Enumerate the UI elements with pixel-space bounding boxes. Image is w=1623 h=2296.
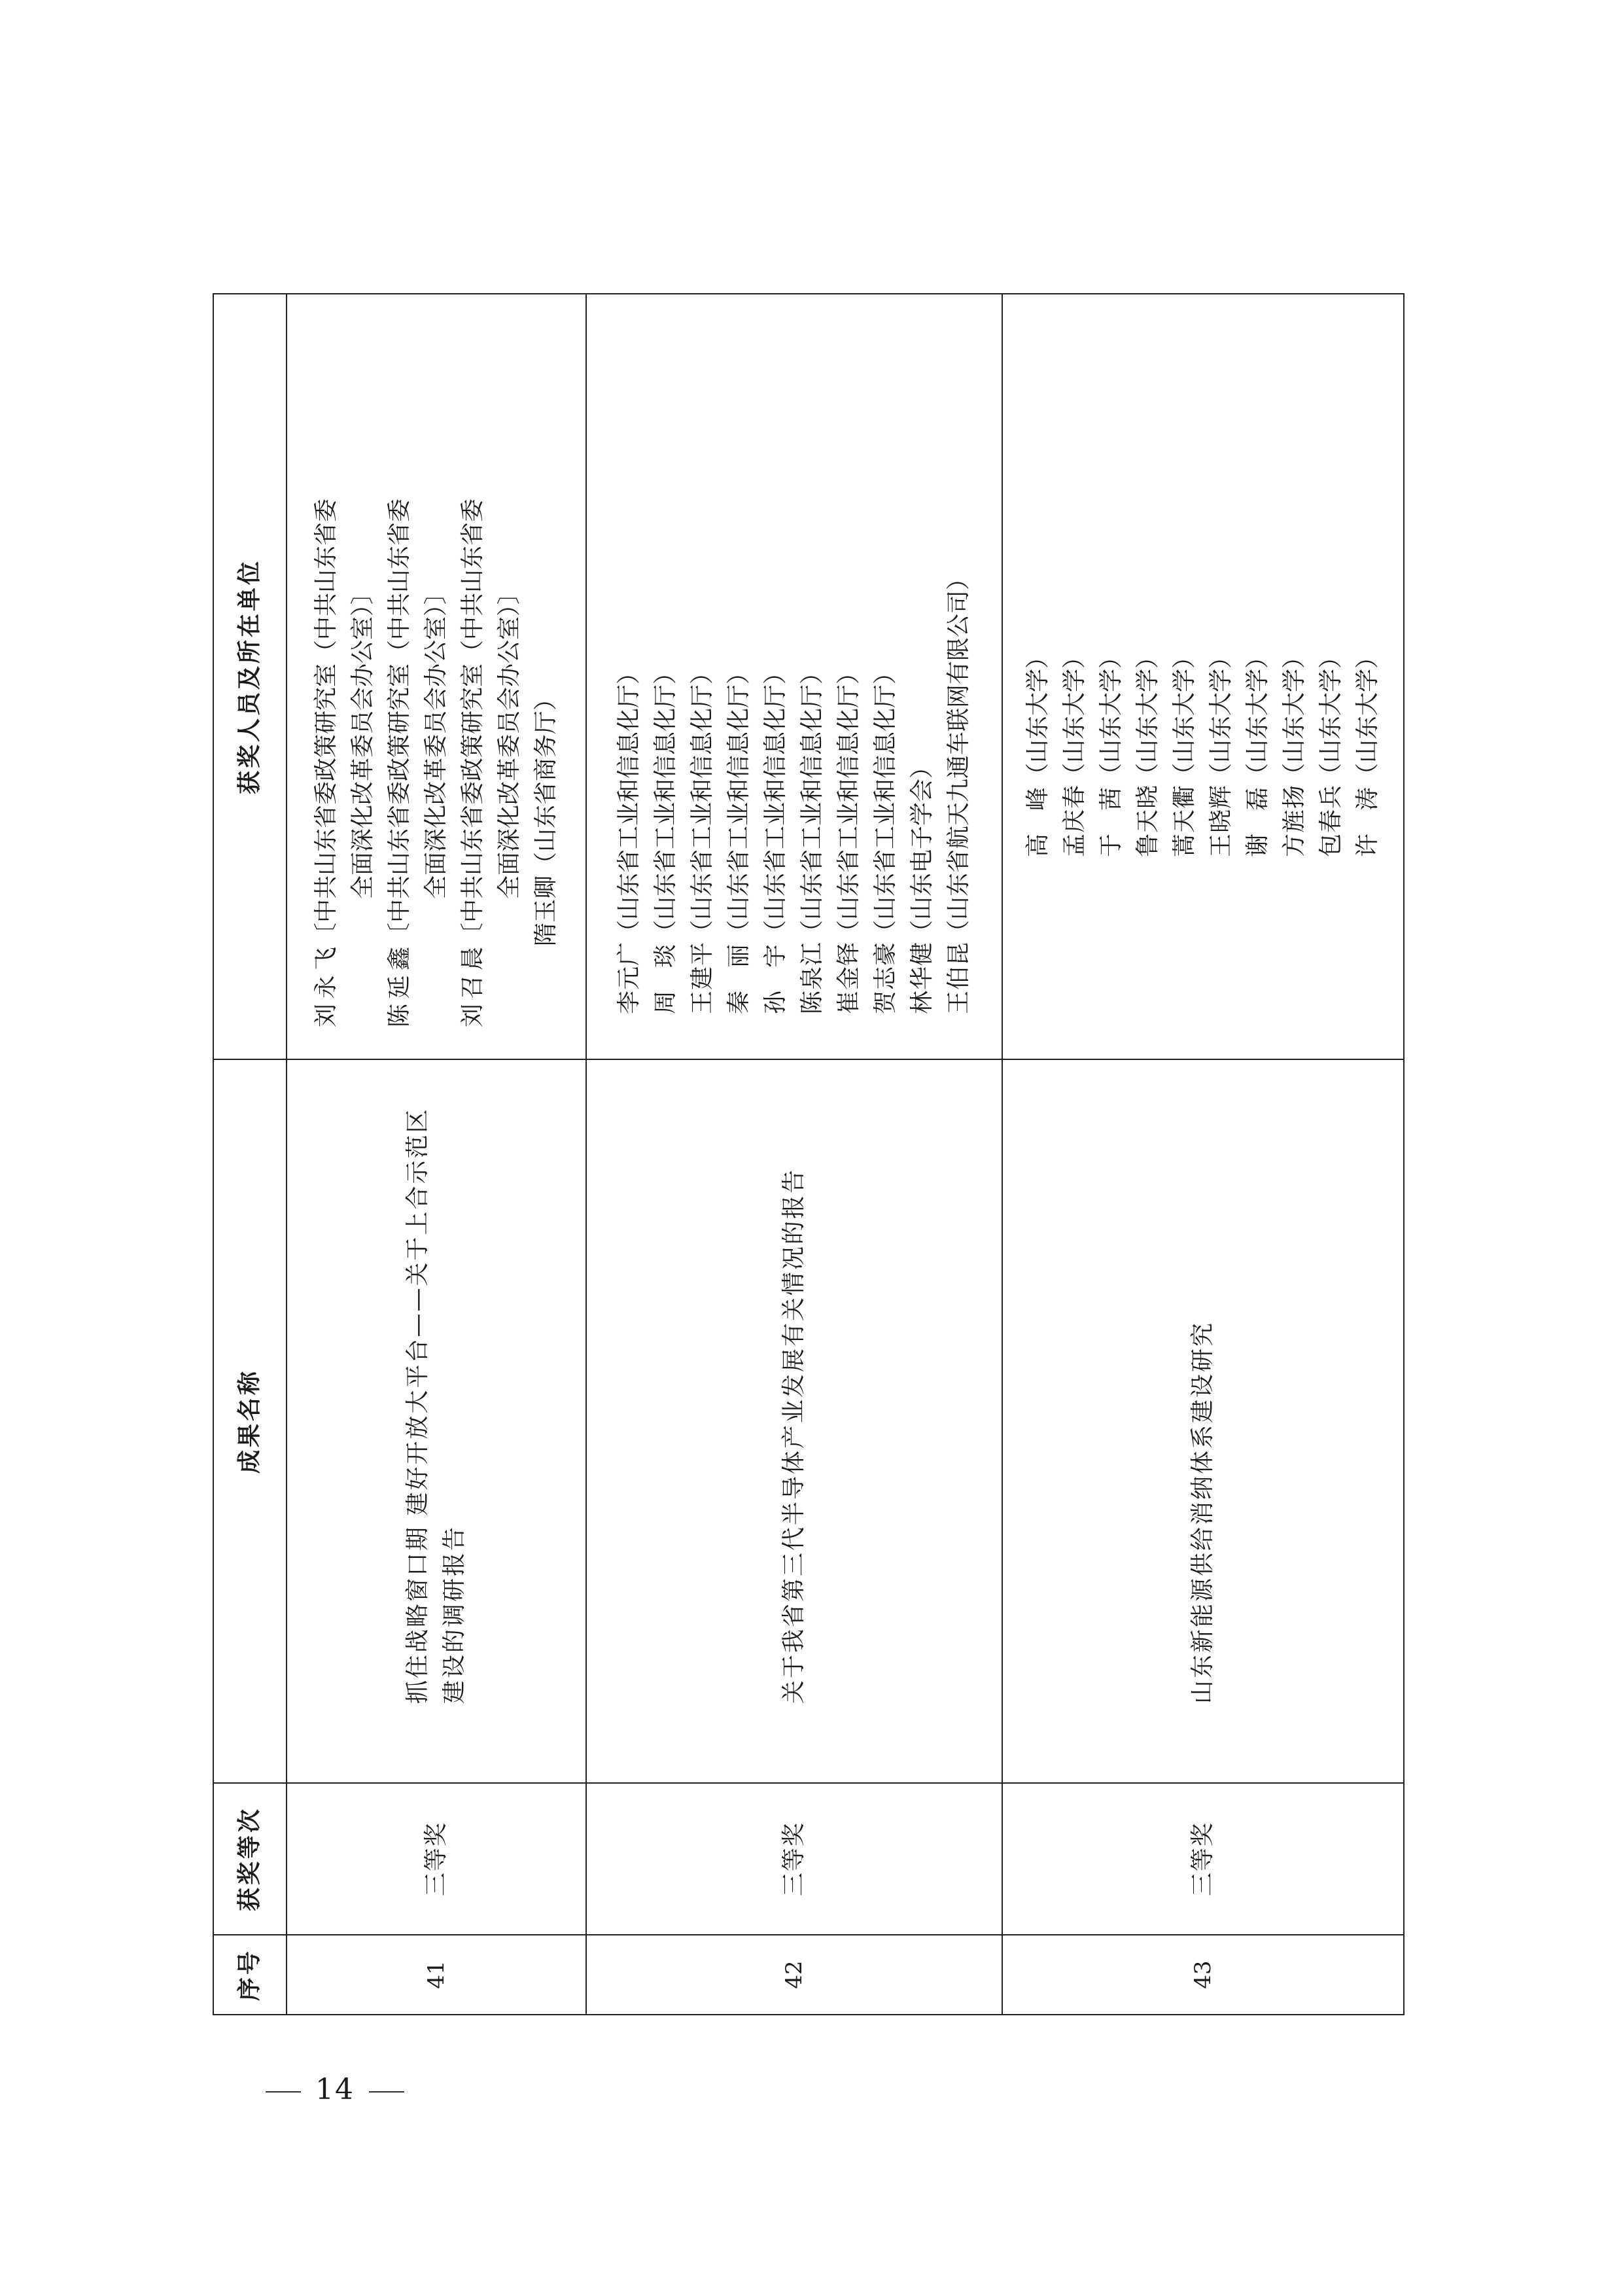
person-entry <box>1240 334 1276 857</box>
header-no: 序号 <box>213 1935 287 2015</box>
person-entry <box>308 334 381 1027</box>
person-name: 林华健 <box>909 941 935 1014</box>
award-level: 三等奖 <box>287 1783 586 1935</box>
person-entry <box>794 334 831 1014</box>
person-name: 方旌扬 <box>1281 784 1308 857</box>
person-entry <box>684 334 721 1014</box>
person-org: （山东省工业和信息化厅） <box>872 660 899 944</box>
person-name: 孙 宇 <box>762 944 789 1014</box>
person-org: （山东大学） <box>1171 645 1198 786</box>
person-entry <box>831 334 867 1014</box>
rotated-award-table <box>213 294 1403 2015</box>
person-org: 〔中共山东省委政策研究室（中共山东省委 全面深化改革委员会办公室）〕 <box>313 498 376 946</box>
header-name: 成果名称 <box>213 1059 287 1783</box>
person-entry <box>758 334 794 1014</box>
person-org: （山东省工业和信息化厅） <box>835 660 862 944</box>
person-entry <box>1350 334 1386 857</box>
person-entry-extra: 隋玉卿（山东省商务厅） <box>532 686 559 946</box>
award-level: 三等奖 <box>586 1783 1002 1935</box>
person-name: 贺志豪 <box>872 941 899 1014</box>
person-org: （山东大学） <box>1061 645 1088 786</box>
person-org: 〔中共山东省委政策研究室（中共山东省委 全面深化改革委员会办公室）〕 <box>459 498 523 946</box>
person-org: （山东大学） <box>1281 645 1308 786</box>
person-org: （山东大学） <box>1354 645 1381 786</box>
person-entry <box>1276 334 1313 857</box>
person-name: 蒿天衢 <box>1171 784 1198 857</box>
person-name: 陈泉江 <box>799 941 826 1014</box>
person-entry <box>455 334 528 1027</box>
person-entry <box>941 334 977 1014</box>
person-name: 鲁天晓 <box>1134 784 1161 857</box>
person-entry <box>867 334 904 1014</box>
page-number-value: 14 <box>315 2073 355 2106</box>
person-org: （山东省工业和信息化厅） <box>762 660 789 944</box>
person-org: （山东大学） <box>1024 645 1051 786</box>
person-org: （山东省工业和信息化厅） <box>799 660 826 944</box>
person-entry <box>1166 334 1203 857</box>
achievement-name: 山东新能源供给消纳体系建设研究 <box>1002 1059 1404 1783</box>
person-org: （山东省工业和信息化厅） <box>689 660 716 944</box>
person-name: 于 茜 <box>1098 786 1125 857</box>
person-name: 高 峰 <box>1024 786 1051 857</box>
person-org: （山东电子学会） <box>909 754 935 944</box>
person-entry <box>1313 334 1350 857</box>
person-name: 李元广 <box>616 941 642 1014</box>
person-name: 王伯昆 <box>945 941 972 1014</box>
person-entry <box>1093 334 1130 857</box>
person-org: （山东省工业和信息化厅） <box>725 660 752 944</box>
person-entry <box>1130 334 1166 857</box>
people-list <box>1020 334 1386 1027</box>
award-people <box>1002 294 1404 1059</box>
person-entry <box>611 334 648 1014</box>
person-name: 秦 丽 <box>725 944 752 1014</box>
person-entry <box>381 334 455 1027</box>
person-name: 王晓辉 <box>1208 784 1234 857</box>
person-name: 周 琰 <box>652 944 679 1014</box>
person-entry <box>1020 334 1056 857</box>
person-org: （山东省工业和信息化厅） <box>616 660 642 944</box>
award-people <box>287 294 586 1059</box>
table-row <box>1002 294 1404 2015</box>
person-org: （山东省航天九通车联网有限公司） <box>945 566 972 944</box>
row-number: 43 <box>1002 1935 1404 2015</box>
person-entry <box>648 334 684 1014</box>
person-org: （山东省工业和信息化厅） <box>652 660 679 944</box>
person-name: 谢 磊 <box>1244 786 1271 857</box>
person-org: （山东大学） <box>1098 645 1125 786</box>
person-entry <box>1056 334 1093 857</box>
achievement-name: 关于我省第三代半导体产业发展有关情况的报告 <box>586 1059 1002 1783</box>
page-number-dash-right <box>369 2091 404 2093</box>
table-header-row <box>213 294 287 2015</box>
person-org: （山东大学） <box>1318 645 1344 786</box>
person-org: （山东大学） <box>1134 645 1161 786</box>
person-name: 孟庆春 <box>1061 784 1088 857</box>
table-row <box>287 294 586 2015</box>
page-number-dash-left <box>266 2091 301 2093</box>
row-number: 42 <box>586 1935 1002 2015</box>
person-name: 许 涛 <box>1354 786 1381 857</box>
row-number: 41 <box>287 1935 586 2015</box>
person-entry <box>1203 334 1240 857</box>
person-name: 陈延鑫 <box>386 946 413 1027</box>
person-org: （山东大学） <box>1244 645 1271 786</box>
person-name: 王建平 <box>689 941 716 1014</box>
person-name: 刘永飞 <box>313 946 340 1027</box>
achievement-name: 抓住战略窗口期 建好开放大平台——关于上合示范区建设的调研报告 <box>287 1059 586 1783</box>
person-name: 刘召晨 <box>459 946 486 1027</box>
table-row <box>586 294 1002 2015</box>
person-entry <box>721 334 758 1014</box>
page-number <box>251 2073 419 2106</box>
person-name: 崔金铎 <box>835 941 862 1014</box>
people-list <box>611 334 977 1027</box>
person-name: 包春兵 <box>1318 784 1344 857</box>
person-org: （山东大学） <box>1208 645 1234 786</box>
header-level: 获奖等次 <box>213 1783 287 1935</box>
person-org: 〔中共山东省委政策研究室（中共山东省委 全面深化改革委员会办公室）〕 <box>386 498 449 946</box>
award-people <box>586 294 1002 1059</box>
header-people: 获奖人员及所在单位 <box>213 294 287 1059</box>
person-entry <box>904 334 941 1014</box>
award-table <box>213 293 1405 2015</box>
award-level: 三等奖 <box>1002 1783 1404 1935</box>
